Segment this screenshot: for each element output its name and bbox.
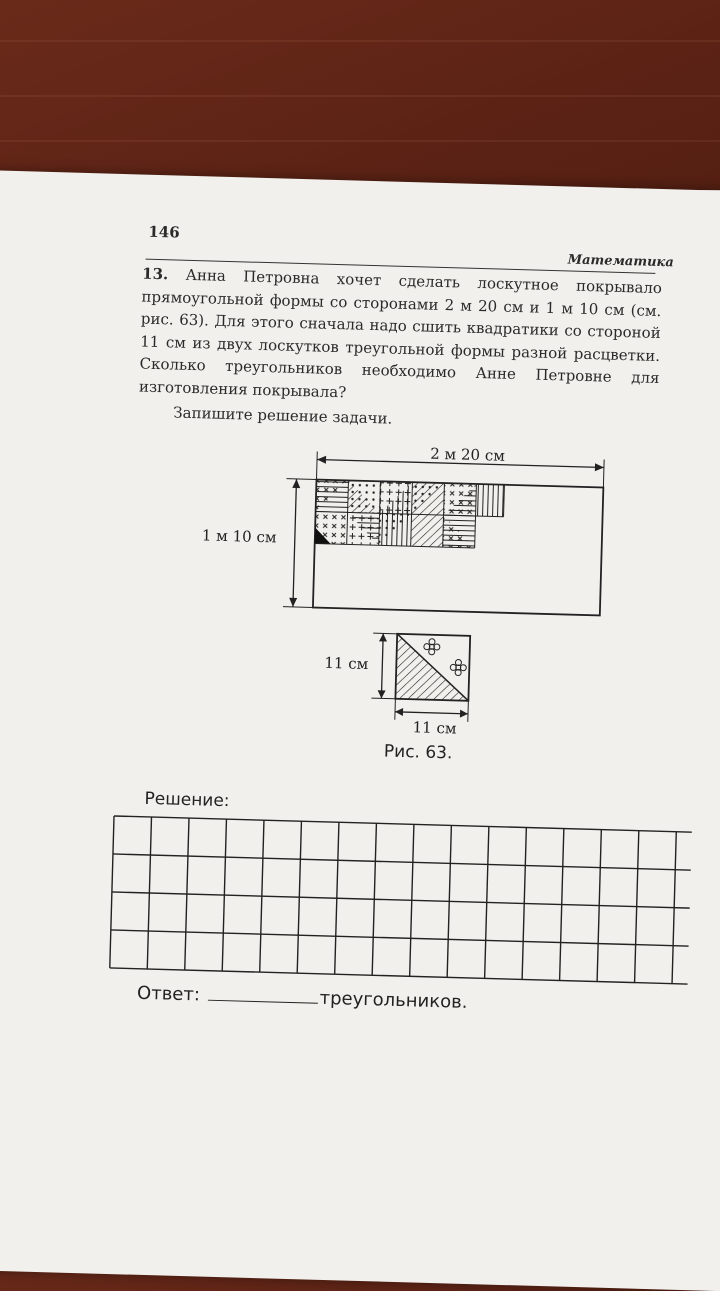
solution-grid[interactable] — [107, 814, 692, 1000]
grid-row-line — [112, 892, 692, 914]
problem-instruction: Запишите решение задачи. — [173, 403, 393, 428]
answer-blank[interactable] — [208, 1000, 318, 1004]
figure-63 — [0, 170, 720, 792]
square-side-label-bottom: 11 см — [412, 718, 457, 738]
textbook-page — [0, 170, 720, 1291]
page-number: 146 — [148, 222, 180, 242]
running-head: Математика — [567, 252, 674, 271]
figure-caption: Рис. 63. — [383, 741, 453, 764]
height-dimension — [283, 479, 317, 608]
patchwork-squares — [315, 480, 505, 549]
grid-row-line — [113, 854, 692, 876]
square-dimension-left — [371, 633, 397, 699]
problem-body: Анна Петровна хочет сделать лоскутное покрывало прямоугольной формы со сторонами 2 м 20 см и 1 м 10 см (см. рис. 63). Для этого сначала надо сшить квадратики со стороной 11 см из двух лоскутков треугольной формы разной расцветки. Сколько треугольников необходимо Анне Петровне для изготовления покрывала? — [138, 265, 663, 401]
answer-prefix: Ответ: — [136, 982, 201, 1006]
answer-suffix: треугольников. — [319, 987, 468, 1013]
width-label: 2 м 20 см — [430, 444, 506, 465]
grid-row-line — [114, 816, 692, 838]
solution-label: Решение: — [144, 788, 230, 812]
sample-square — [395, 634, 470, 701]
height-label: 1 м 10 см — [201, 526, 277, 547]
square-side-label-left: 11 см — [324, 653, 369, 674]
grid-row-line — [111, 930, 692, 952]
problem-number: 13. — [141, 264, 169, 284]
